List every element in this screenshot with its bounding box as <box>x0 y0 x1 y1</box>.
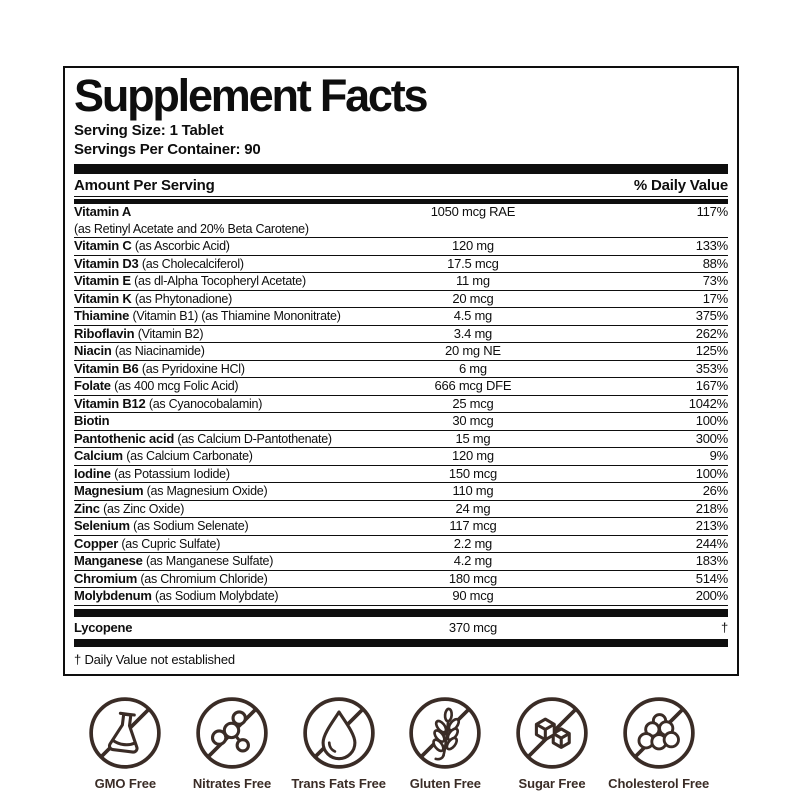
nutrient-form: (as Phytonadione) <box>134 291 233 306</box>
nutrient-amount: 20 mcg <box>452 290 494 306</box>
nutrient-form: (as Ascorbic Acid) <box>134 239 230 254</box>
nutrient-name: Lycopene <box>74 619 133 635</box>
droplet-crossed-icon <box>300 694 378 772</box>
badge-label: Gluten Free <box>409 776 481 791</box>
nutrient-row <box>74 588 728 606</box>
nutrient-daily-value: 117% <box>696 204 728 220</box>
nutrient-daily-value: 9% <box>709 448 728 464</box>
nutrient-name: Biotin <box>74 413 110 429</box>
header-daily-value: % Daily Value <box>633 177 728 195</box>
badge-trans-fats-free <box>285 694 392 791</box>
nutrient-daily-value: 300% <box>695 430 728 446</box>
nutrient-row <box>74 343 728 361</box>
nutrient-name: Riboflavin <box>74 325 135 341</box>
nutrient-form: (as Chromium Chloride) <box>140 571 268 586</box>
nutrient-amount: 24 mg <box>455 500 491 516</box>
nutrient-name: Vitamin A <box>74 204 131 220</box>
nutrient-row <box>74 431 728 449</box>
nutrient-amount: 180 mcg <box>448 570 497 586</box>
molecule-crossed-icon <box>193 694 271 772</box>
nutrient-row <box>74 256 728 274</box>
nutrient-daily-value: 26% <box>702 483 728 499</box>
nutrient-form: (Vitamin B2) <box>137 326 204 341</box>
badge-cholesterol-free <box>605 694 712 791</box>
nutrient-daily-value: 167% <box>695 378 728 394</box>
nutrient-name: Vitamin B12 <box>74 395 146 411</box>
molecule-cluster-crossed-icon <box>620 694 698 772</box>
badge-label: Nitrates Free <box>192 776 272 791</box>
nutrient-row <box>74 273 728 291</box>
nutrient-form: (as Calcium D-Pantothenate) <box>177 431 332 446</box>
nutrient-amount: 30 mcg <box>452 413 494 429</box>
nutrient-amount: 6 mg <box>458 360 487 376</box>
daily-value-footnote: † Daily Value not established <box>74 652 235 668</box>
nutrient-amount: 3.4 mg <box>453 325 493 341</box>
nutrient-daily-value: 133% <box>695 238 728 254</box>
nutrient-name: Vitamin K <box>74 290 132 306</box>
nutrient-daily-value: 100% <box>695 413 728 429</box>
nutrient-amount: 120 mg <box>451 448 494 464</box>
nutrient-name: Niacin <box>74 343 112 359</box>
nutrient-daily-value: 262% <box>695 325 728 341</box>
nutrient-form: (as Potassium Iodide) <box>114 466 230 481</box>
nutrient-amount: 90 mcg <box>452 588 494 604</box>
wheat-crossed-icon <box>406 694 484 772</box>
nutrient-row <box>74 501 728 519</box>
nutrient-row <box>74 238 728 256</box>
nutrient-amount: 4.2 mg <box>453 553 493 569</box>
badge-label: Sugar Free <box>518 776 586 791</box>
nutrient-amount: 20 mg NE <box>445 343 501 359</box>
nutrient-amount: 120 mg <box>451 238 494 254</box>
nutrient-name: Vitamin B6 <box>74 360 139 376</box>
nutrient-rows <box>74 204 728 606</box>
badge-sugar-free <box>499 694 606 791</box>
nutrient-amount: 4.5 mg <box>453 308 493 324</box>
nutrient-form: (as Cyanocobalamin) <box>148 396 263 411</box>
nutrient-name: Vitamin C <box>74 238 132 254</box>
nutrient-name: Pantothenic acid <box>74 430 175 446</box>
nutrient-daily-value: 218% <box>695 500 728 516</box>
nutrient-amount: 1050 mcg RAE <box>430 204 516 220</box>
nutrient-daily-value: 1042% <box>688 395 728 411</box>
nutrient-daily-value: 244% <box>695 535 728 551</box>
nutrient-form: (as Sodium Molybdate) <box>155 589 279 604</box>
nutrient-amount: 25 mcg <box>452 395 494 411</box>
nutrient-name: Molybdenum <box>74 588 152 604</box>
badge-label: Cholesterol Free <box>608 776 710 791</box>
nutrient-name: Zinc <box>74 500 100 516</box>
nutrient-name: Thiamine <box>74 308 130 324</box>
nutrient-name: Manganese <box>74 553 143 569</box>
nutrient-form: (as dl-Alpha Tocopheryl Acetate) <box>134 274 306 289</box>
sugar-cubes-crossed-icon <box>513 694 591 772</box>
nutrient-daily-value: 213% <box>695 518 728 534</box>
nutrient-row <box>74 483 728 501</box>
badge-label: Trans Fats Free <box>291 776 386 791</box>
header-amount-per-serving: Amount Per Serving <box>74 177 215 195</box>
nutrient-form: (as Sodium Selenate) <box>133 519 249 534</box>
nutrient-row <box>74 396 728 414</box>
nutrient-form: (as Magnesium Oxide) <box>146 484 268 499</box>
nutrient-daily-value: 514% <box>695 570 728 586</box>
nutrient-daily-value: 73% <box>702 273 728 289</box>
nutrient-name: Magnesium <box>74 483 144 499</box>
nutrient-form-line2: (as Retinyl Acetate and 20% Beta Carotene) <box>74 221 309 236</box>
nutrient-daily-value: 183% <box>695 553 728 569</box>
nutrient-daily-value: 88% <box>702 255 728 271</box>
nutrient-row <box>74 536 728 554</box>
serving-size: Serving Size: 1 Tablet <box>74 121 224 139</box>
nutrient-daily-value: † <box>720 619 728 635</box>
nutrient-row <box>74 571 728 589</box>
nutrient-amount: 150 mcg <box>448 465 497 481</box>
nutrient-row <box>74 204 728 238</box>
nutrient-amount: 110 mg <box>452 483 494 499</box>
nutrient-row-lycopene <box>74 620 728 637</box>
nutrient-form: (Vitamin B1) (as Thiamine Mononitrate) <box>132 309 341 324</box>
supplement-facts-panel <box>63 66 739 676</box>
nutrient-form: (as Pyridoxine HCl) <box>141 361 245 376</box>
nutrient-row <box>74 553 728 571</box>
badge-gmo-free <box>72 694 179 791</box>
nutrient-row <box>74 518 728 536</box>
nutrient-row <box>74 378 728 396</box>
nutrient-daily-value: 100% <box>695 465 728 481</box>
nutrient-daily-value: 375% <box>695 308 728 324</box>
nutrient-form: (as Manganese Sulfate) <box>145 554 274 569</box>
nutrient-amount: 666 mcg DFE <box>434 378 512 394</box>
nutrient-row <box>74 308 728 326</box>
divider-thick-bottom <box>74 639 728 647</box>
nutrient-row <box>74 291 728 309</box>
nutrient-name: Folate <box>74 378 111 394</box>
nutrient-row <box>74 326 728 344</box>
badge-nitrates-free <box>179 694 286 791</box>
nutrient-amount: 370 mcg <box>448 619 497 635</box>
nutrient-daily-value: 200% <box>695 588 728 604</box>
nutrient-form: (as Niacinamide) <box>114 344 205 359</box>
flask-crossed-icon <box>86 694 164 772</box>
nutrient-row <box>74 361 728 379</box>
badge-label: GMO Free <box>94 776 156 791</box>
nutrient-name: Iodine <box>74 465 111 481</box>
nutrient-amount: 15 mg <box>455 430 491 446</box>
table-header <box>74 176 728 197</box>
nutrient-form: (as Cholecalciferol) <box>141 256 244 271</box>
nutrient-name: Copper <box>74 535 118 551</box>
nutrient-daily-value: 125% <box>695 343 728 359</box>
nutrient-name: Selenium <box>74 518 130 534</box>
nutrient-form: (as Zinc Oxide) <box>103 501 185 516</box>
nutrient-name: Vitamin E <box>74 273 131 289</box>
servings-per-container: Servings Per Container: 90 <box>74 140 261 158</box>
panel-title: Supplement Facts <box>74 70 427 121</box>
nutrient-row <box>74 448 728 466</box>
nutrient-form: (as Calcium Carbonate) <box>126 449 253 464</box>
nutrient-amount: 2.2 mg <box>453 535 493 551</box>
nutrient-row <box>74 466 728 484</box>
nutrient-amount: 17.5 mcg <box>447 255 499 271</box>
nutrient-form: (as 400 mcg Folic Acid) <box>114 379 239 394</box>
nutrient-amount: 11 mg <box>455 273 490 289</box>
nutrient-daily-value: 17% <box>702 290 728 306</box>
nutrient-row <box>74 413 728 431</box>
nutrient-name: Chromium <box>74 570 137 586</box>
nutrient-amount: 117 mcg <box>449 518 497 534</box>
divider-thick-top <box>74 164 728 174</box>
nutrient-name: Calcium <box>74 448 123 464</box>
free-from-badges <box>72 694 712 791</box>
badge-gluten-free <box>392 694 499 791</box>
nutrient-daily-value: 353% <box>695 360 728 376</box>
divider-thick-mid <box>74 609 728 617</box>
nutrient-name: Vitamin D3 <box>74 255 139 271</box>
nutrient-form: (as Cupric Sulfate) <box>121 536 221 551</box>
